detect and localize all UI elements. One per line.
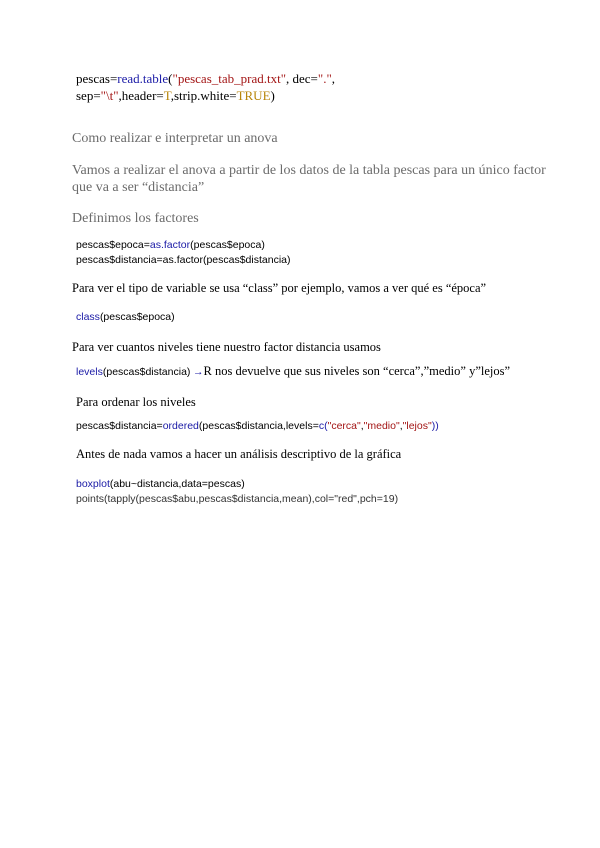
code-token: , — [360, 420, 364, 432]
read-table-code-line2 — [76, 88, 275, 104]
points-code: points(tapply(pescas$abu,pescas$distancia,mean),col="red",pch=19) — [76, 493, 399, 505]
class-code — [76, 311, 175, 323]
code-token: (pescas$distancia,levels= — [198, 420, 319, 432]
code-string: "lejos" — [402, 420, 432, 432]
code-function: levels — [76, 366, 103, 378]
code-function: read.table — [117, 71, 169, 86]
factor-code-line2: pescas$distancia=as.factor(pescas$distancia) — [76, 254, 291, 266]
code-string: "\t" — [100, 88, 119, 103]
arrow-right-icon: → — [193, 366, 204, 378]
code-token: pescas$epoca= — [76, 239, 150, 251]
code-token: = — [109, 71, 118, 86]
paragraph-descriptive: Antes de nada vamos a hacer un análisis descriptivo de la gráfica — [76, 447, 402, 461]
code-token: (pescas$epoca) — [190, 239, 265, 251]
intro-text-line1: Vamos a realizar el anova a partir de los datos de la tabla pescas para un único factor — [72, 163, 546, 178]
code-token: ) — [270, 88, 275, 103]
boxplot-code — [76, 478, 245, 490]
intro-text-line2: que va a ser “distancia” — [72, 180, 205, 195]
paragraph-order: Para ordenar los niveles — [76, 395, 196, 409]
paragraph-class: Para ver el tipo de variable se usa “class” por ejemplo, vamos a ver qué es “época” — [72, 281, 487, 295]
code-function: ordered — [162, 420, 199, 432]
code-function: boxplot — [76, 478, 110, 490]
code-token: , — [331, 71, 336, 86]
section-heading-anova: Como realizar e interpretar un anova — [72, 131, 278, 146]
code-token: pescas$distancia= — [76, 420, 163, 432]
code-string: "medio" — [363, 420, 400, 432]
code-token: ,header= — [118, 88, 164, 103]
code-function: c( — [318, 420, 328, 432]
code-token: )) — [431, 420, 439, 432]
code-token: , — [399, 420, 403, 432]
code-function: class — [76, 311, 100, 323]
read-table-code-line1 — [76, 71, 335, 87]
code-function: as.factor — [149, 239, 191, 251]
levels-explanation: R nos devuelve que sus niveles son “cerca”,”medio” y”lejos” — [203, 364, 511, 378]
code-token: sep= — [76, 88, 101, 103]
section-heading-factors: Definimos los factores — [72, 211, 199, 226]
code-string: "." — [317, 71, 332, 86]
code-constant: T — [163, 88, 171, 103]
paragraph-levels: Para ver cuantos niveles tiene nuestro factor distancia usamos — [72, 340, 381, 354]
code-string: "cerca" — [327, 420, 361, 432]
code-token: (abu~distancia,data=pescas) — [109, 478, 245, 490]
code-token: , dec= — [286, 71, 318, 86]
code-token: ( — [168, 71, 173, 86]
code-token: (pescas$distancia) — [102, 366, 191, 378]
code-token: (pescas$epoca) — [99, 311, 175, 323]
code-string: "pescas_tab_prad.txt" — [172, 71, 287, 86]
code-token: pescas — [76, 71, 110, 86]
levels-code — [76, 364, 510, 379]
ordered-code — [76, 420, 439, 432]
code-token: ,strip.white= — [170, 88, 237, 103]
code-constant: TRUE — [236, 88, 271, 103]
factor-code-line1 — [76, 239, 265, 251]
